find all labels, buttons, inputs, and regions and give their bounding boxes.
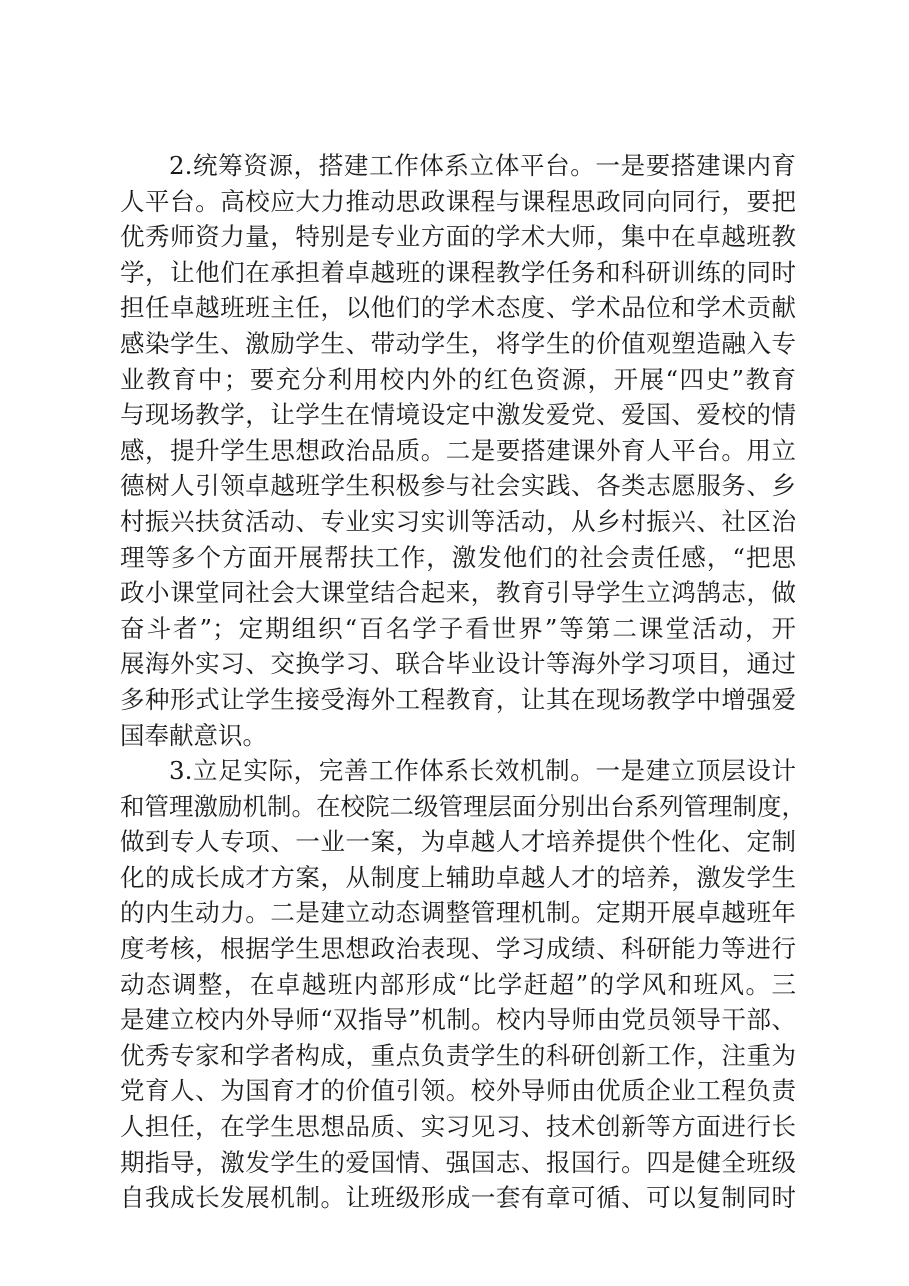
paragraph-line: 度考核，根据学生思想政治表现、学习成绩、科研能力等进行 <box>120 934 796 964</box>
paragraph-line: 学，让他们在承担着卓越班的课程教学任务和科研训练的同时 <box>120 257 796 287</box>
paragraph-line: 化的成长成才方案，从制度上辅助卓越人才的培养，激发学生 <box>120 862 796 892</box>
paragraph-line: 自我成长发展机制。让班级形成一套有章可循、可以复制同时 <box>120 1183 796 1213</box>
paragraph-line: 村振兴扶贫活动、专业实习实训等活动，从乡村振兴、社区治 <box>120 506 796 536</box>
paragraph-line: 3.立足实际，完善工作体系长效机制。一是建立顶层设计 <box>169 756 796 786</box>
paragraph-line: 担任卓越班班主任，以他们的学术态度、学术品位和学术贡献 <box>120 293 796 323</box>
paragraph-line: 的内生动力。二是建立动态调整管理机制。定期开展卓越班年 <box>120 898 796 928</box>
paragraph-line: 人平台。高校应大力推动思政课程与课程思政同向同行，要把 <box>120 186 796 216</box>
paragraph-line: 优秀师资力量，特别是专业方面的学术大师，集中在卓越班教 <box>120 222 796 252</box>
paragraph-line: 政小课堂同社会大课堂结合起来，教育引导学生立鸿鹄志，做 <box>120 578 796 608</box>
paragraph-line: 奋斗者”；定期组织“百名学子看世界”等第二课堂活动，开 <box>120 613 796 643</box>
paragraph-line: 感，提升学生思想政治品质。二是要搭建课外育人平台。用立 <box>120 435 796 465</box>
paragraph-line: 理等多个方面开展帮扶工作，激发他们的社会责任感，“把思 <box>120 542 796 572</box>
paragraph-line: 2.统筹资源，搭建工作体系立体平台。一是要搭建课内育 <box>169 151 796 180</box>
paragraph-1 <box>120 148 796 753</box>
paragraph-line: 展海外实习、交换学习、联合毕业设计等海外学习项目，通过 <box>120 649 796 679</box>
paragraph-line: 做到专人专项、一业一案，为卓越人才培养提供个性化、定制 <box>120 827 796 857</box>
paragraph-line: 动态调整，在卓越班内部形成“比学赶超”的学风和班风。三 <box>120 969 796 999</box>
paragraph-line: 德树人引领卓越班学生积极参与社会实践、各类志愿服务、乡 <box>120 471 796 501</box>
document-body <box>120 148 806 1216</box>
paragraph-line: 和管理激励机制。在校院二级管理层面分别出台系列管理制度， <box>120 791 806 821</box>
paragraph-line: 业教育中；要充分利用校内外的红色资源，开展“四史”教育 <box>120 364 796 394</box>
paragraph-2 <box>120 753 806 1216</box>
paragraph-line: 多种形式让学生接受海外工程教育，让其在现场教学中增强爱 <box>120 684 796 714</box>
paragraph-line: 与现场教学，让学生在情境设定中激发爱党、爱国、爱校的情 <box>120 400 796 430</box>
paragraph-line: 是建立校内外导师“双指导”机制。校内导师由党员领导干部、 <box>120 1005 796 1035</box>
paragraph-line: 感染学生、激励学生、带动学生，将学生的价值观塑造融入专 <box>120 328 796 358</box>
paragraph-line: 人担任，在学生思想品质、实习见习、技术创新等方面进行长 <box>120 1112 796 1142</box>
paragraph-line: 党育人、为国育才的价值引领。校外导师由优质企业工程负责 <box>120 1076 796 1106</box>
paragraph-line: 优秀专家和学者构成，重点负责学生的科研创新工作，注重为 <box>120 1040 796 1070</box>
paragraph-line: 期指导，激发学生的爱国情、强国志、报国行。四是健全班级 <box>120 1147 796 1177</box>
paragraph-line: 国奉献意识。 <box>120 720 267 750</box>
